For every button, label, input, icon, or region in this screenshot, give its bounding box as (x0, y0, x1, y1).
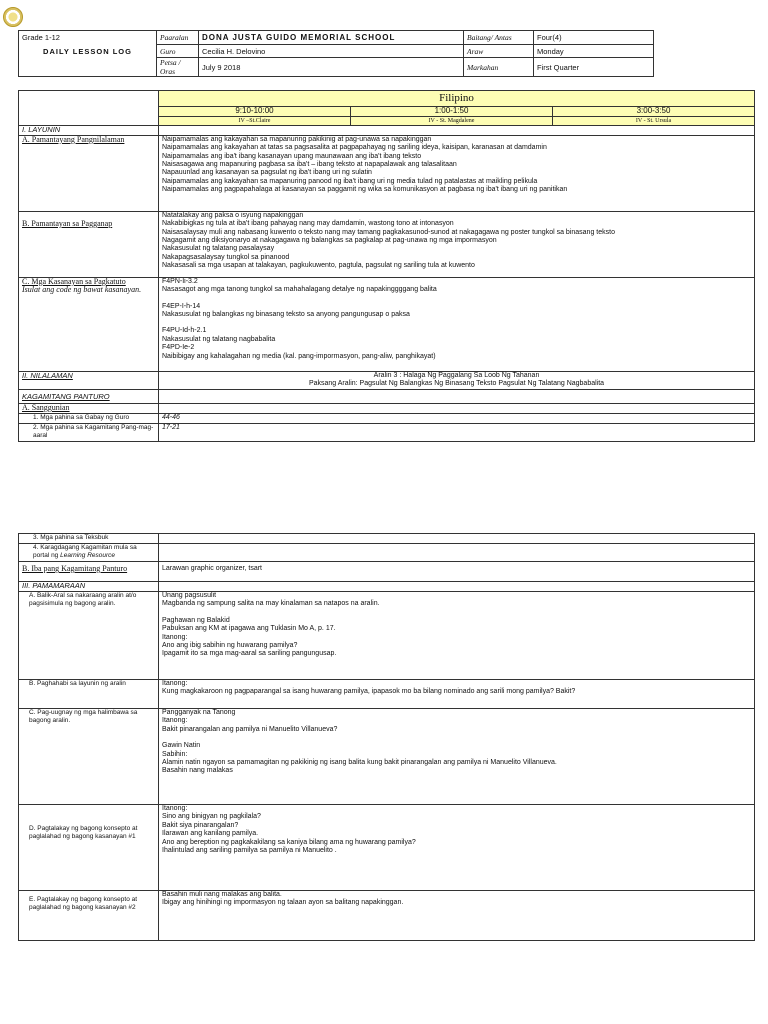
karagdagan-value (159, 544, 755, 562)
content-line: Nakapagsasalaysay tungkol sa pinanood (162, 253, 290, 261)
content-line: Bakit siya pinarangalan? (162, 821, 239, 829)
content-line: Nakasusulat ng balangkas ng binasang teksto sa anyong pangungusap o paksa (162, 311, 410, 319)
pagtalakay-2-label: E. Pagtalakay ng bagong konsepto at paglalahad ng bagong kasanayan #2 (19, 891, 159, 941)
content-line: Ibigay ang hinihingi ng impormasyon ng talaan ayon sa balitang napakinggan. (162, 899, 404, 907)
time-slot-1: 9:10-10:00 (159, 107, 351, 117)
blank-corner-3 (19, 117, 159, 126)
kagamitan-pages-value: 17-21 (159, 423, 755, 441)
pag-uugnay-content (159, 709, 755, 805)
paksang-aralin: Paksang Aralin: Pagsulat Ng Balangkas Ng Binasang Teksto Pagsulat Ng Talatang Nagbabalita (308, 380, 605, 388)
pagtalakay-1-content (159, 805, 755, 891)
nilalaman-content (159, 371, 755, 389)
content-line: Basahin muli nang malakas ang balita. (162, 891, 282, 898)
gabay-label: 1. Mga pahina sa Gabay ng Guro (19, 413, 159, 423)
kasanayan-sub-label: Isulat ang code ng bawat kasanayan. (22, 285, 142, 295)
section-1: IV –St.Claire (159, 117, 351, 126)
content-line (162, 319, 751, 327)
content-line: Natatalakay ang paksa o isyung napakinggan (162, 211, 304, 219)
pagtalakay-1-label: D. Pagtalakay ng bagong konsepto at paglalahad ng bagong kasanayan #1 (19, 805, 159, 891)
teksbuk-value (159, 534, 755, 544)
day-label: Araw (464, 45, 534, 58)
day-value: Monday (534, 45, 654, 58)
content-line: Naisasalaysay muli ang nabasang kuwento o teksto nang may tamang pagkakasunod-sunod at nakagagawa ng poster tungkol sa binasang teksto (162, 228, 615, 236)
blank-corner-2 (19, 107, 159, 117)
kasanayan-label-cell (19, 277, 159, 371)
blank-corner (19, 91, 159, 107)
paghahabi-label: B. Paghahabi sa layunin ng aralin (19, 680, 159, 709)
content-line: Pabuksan ang KM at ipagawa ang Tuklasin Mo A, p. 17. (162, 625, 336, 633)
pamamaraan-blank (159, 582, 755, 592)
learning-resource-label: Learning Resource (60, 552, 116, 560)
content-line: Magbanda ng sampung salita na may kinalaman sa natapos na aralin. (162, 600, 380, 608)
section-3: IV - St. Ursula (553, 117, 755, 126)
gabay-value: 44-46 (159, 413, 755, 423)
content-line: Ipagamit ito sa mga mag-aaral sa sariling pangungusap. (162, 650, 337, 658)
content-line: Kung magkakaroon ng pagpaparangal sa isang huwarang pamilya, ipapasok mo ba bilang nominado ang sarili mong pamilya? Bakit? (162, 688, 576, 696)
kagamitang-panturo-heading: KAGAMITANG PANTURO (19, 389, 159, 403)
layunin-blank (159, 126, 755, 135)
content-line: Ano ang ibig sabihin ng huwarang pamilya? (162, 642, 298, 650)
content-line: Naisasagawa ang mapanuring pagbasa sa iba't – ibang teksto at napapalawak ang talasalitaan (162, 161, 457, 169)
karagdagan-label-cell (19, 544, 159, 562)
teksbuk-label: 3. Mga pahina sa Teksbuk (19, 534, 159, 544)
content-line: Naipamamalas ang kakayahan sa mapanuring pakikinig at pag-unawa sa napakinggan (162, 135, 432, 143)
content-line: F4PN-Ii-3.2 (162, 277, 198, 285)
content-line: Nakabibigkas ng tula at iba't ibang pahayag nang may damdamin, wastong tono at intonasyon (162, 220, 454, 228)
content-line: F4PU-Id-h-2.1 (162, 327, 207, 335)
content-line: Gawin Natin (162, 742, 201, 750)
quarter-label: Markahan (464, 58, 534, 77)
content-line (162, 295, 751, 303)
kagamitang-blank (159, 389, 755, 403)
iba-pang-kagamitan-value: Larawan graphic organizer, tsart (159, 562, 755, 582)
time-slot-2: 1:00-1:50 (351, 107, 553, 117)
content-line: Nakasasali sa mga usapan at talakayan, pagkukuwento, pagtula, pagsulat ng sariling tula at kuwento (162, 262, 475, 270)
content-line (162, 609, 751, 617)
quarter-value: First Quarter (534, 58, 654, 77)
content-line: Naipamamalas ang kakayahan sa mapanuring panood ng iba't ibang uri ng media tulad ng patalastas at maikling pelikula (162, 177, 538, 185)
content-line: Ihalintulad ang sariling pamilya sa pamilya ni Manuelito . (162, 847, 337, 855)
content-line: Itanong: (162, 805, 188, 812)
content-line: Naipamamalas ang pagpapahalaga at kasanayan sa paggamit ng wika sa komunikasyon at pagbasa ng iba't ibang uri ng panitikan (162, 186, 568, 194)
content-line: Itanong: (162, 680, 188, 687)
pagtalakay-2-content (159, 891, 755, 941)
content-line: Nagagamit ang diksiyonaryo at nakagagawa ng balangkas sa pagkalap at pag-unawa ng mga impormasyon (162, 237, 497, 245)
lesson-table-part2 (18, 533, 755, 941)
date-value: July 9 2018 (199, 58, 464, 77)
balik-aral-label: A. Balik-Aral sa nakaraang aralin at/o pagsisimula ng bagong aralin. (19, 592, 159, 680)
school-logo (3, 7, 23, 27)
grade-level-label: Baitang/ Antas (464, 31, 534, 45)
teacher-label: Guro (157, 45, 199, 58)
content-line: Itanong: (162, 717, 188, 725)
iba-pang-kagamitan-label: B. Iba pang Kagamitang Panturo (19, 562, 159, 582)
content-line: Sino ang binigyan ng pagkilala? (162, 813, 261, 821)
grade-level-value: Four(4) (534, 31, 654, 45)
content-line: Napauunlad ang kasanayan sa pagsulat ng iba't ibang uri ng sulatin (162, 169, 372, 177)
content-line: F4EP-I-h-14 (162, 302, 201, 310)
section-2: IV - St. Magdalene (351, 117, 553, 126)
content-line: Naipamamalas ang kakayahan at tatas sa pagsasalita at pagpapahayag ng sariling ideya, kaisipan, karanasan at damdamin (162, 144, 547, 152)
header-blank (19, 58, 157, 77)
sanggunian-blank (159, 403, 755, 413)
content-line: Ilarawan ang kanilang pamilya. (162, 830, 259, 838)
content-line (162, 734, 751, 742)
content-line: Unang pagsusulit (162, 592, 217, 599)
paghahabi-content (159, 680, 755, 709)
subject-title: Filipino (159, 91, 755, 107)
pamantayan-sa-pagganap-label: B. Pamantayan sa Pagganap (19, 211, 159, 277)
content-line: Ano ang bereption ng pagkakakilang sa kaniya bilang ama ng huwarang pamilya? (162, 838, 416, 846)
layunin-heading: I. LAYUNIN (19, 126, 159, 135)
nilalaman-heading: II. NILALAMAN (19, 371, 159, 389)
balik-aral-content (159, 592, 755, 680)
aralin-title: Aralin 3 : Halaga Ng Paggalang Sa Loob Ng Tahanan (373, 371, 540, 379)
dll-title: DAILY LESSON LOG (19, 45, 157, 58)
kasanayan-label: C. Mga Kasanayan sa Pagkatuto (22, 277, 126, 286)
kagamitan-pages-label: 2. Mga pahina sa Kagamitang Pang-mag-aaral (19, 423, 159, 441)
content-line: Nakasusulat ng talatang pasalaysay (162, 245, 275, 253)
content-line: Nakasusulat ng talatang nagbabalita (162, 335, 276, 343)
date-label: Petsa / Oras (157, 58, 199, 77)
sanggunian-label: A. Sanggunian (19, 403, 159, 413)
content-line: Paghawan ng Balakid (162, 616, 230, 624)
school-label: Paaralan (157, 31, 199, 45)
pamantayang-pangnilalaman-label: A. Pamantayang Pangnilalaman (19, 135, 159, 211)
content-line: Naipamamalas ang iba't ibang kasanayan upang maunawaan ang iba't ibang teksto (162, 152, 422, 160)
pamamaraan-heading: III. PAMAMARAAN (19, 582, 159, 592)
content-line: Itanong: (162, 633, 188, 641)
content-line: Sabihin: (162, 750, 188, 758)
pag-uugnay-label: C. Pag-uugnay ng mga halimbawa sa bagong aralin. (19, 709, 159, 805)
pamantayan-sa-pagganap-content (159, 211, 755, 277)
karagdagan-label-line2 (33, 552, 155, 560)
content-line: F4PD-Ie-2 (162, 344, 195, 352)
school-name: DONA JUSTA GUIDO MEMORIAL SCHOOL (199, 31, 464, 45)
kasanayan-content (159, 277, 755, 371)
content-line: Naibibigay ang kahalagahan ng media (kal. pang-impormasyon, pang-aliw, panghikayat) (162, 352, 436, 360)
grade-range: Grade 1-12 (19, 31, 157, 45)
karagdagan-label-prefix: portal ng (33, 552, 59, 560)
content-line: Alamin natin ngayon sa pamamagitan ng pakikinig ng isang balita kung bakit pinarangalan ang pamilya ni Manuelito Villanueva. (162, 759, 557, 767)
karagdagan-label-line1: 4. Karagdagang Kagamitan mula sa (33, 544, 137, 551)
teacher-name: Cecilia H. Delovino (199, 45, 464, 58)
content-line: Pangganyak na Tanong (162, 709, 236, 716)
content-line: Nasasagot ang mga tanong tungkol sa mahahalagang detalye ng napakinggggang balita (162, 286, 437, 294)
content-line: Bakit pinarangalan ang pamilya ni Manuelito Villanueva? (162, 725, 338, 733)
header-table (18, 30, 654, 77)
lesson-table-part1 (18, 90, 755, 442)
pamantayang-pangnilalaman-content (159, 135, 755, 211)
content-line: Basahin nang malakas (162, 767, 233, 775)
time-slot-3: 3:00-3:50 (553, 107, 755, 117)
